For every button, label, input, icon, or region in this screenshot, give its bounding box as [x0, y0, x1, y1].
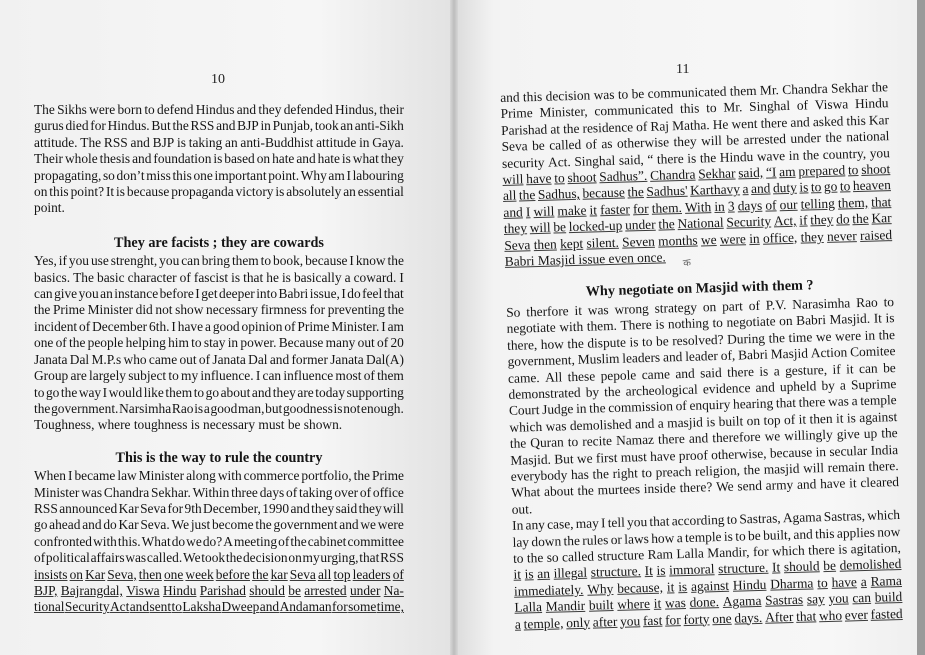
text-line-underlined: they will be locked-up under the National Security Act, if they do the Kar — [503, 210, 892, 237]
text-line: out. — [511, 501, 533, 517]
text-line: So therfore it was wrong strategy on part of P.V. Narasimha Rao to — [505, 293, 895, 320]
text-line: go ahead and do Kar Seva. We just become the government and we were — [34, 517, 404, 533]
text-line-underlined: immediately. Why because, it is against Hindu Dharma to have a Rama — [513, 572, 903, 599]
text-line: When I became law Minister along with commerce portfolio, the Prime — [34, 468, 404, 484]
paragraph — [34, 102, 404, 217]
text-line: one of the people helping him to stay in power. Because many out of 20 — [34, 335, 404, 351]
text-line: Parishad at the residence of Raj Matha. He went there and asked this Kar — [500, 111, 890, 138]
text-line-underlined: and I will make it faster for them. With in 3 days of our telling them, that — [503, 193, 892, 220]
text-line: on this point? It is because propaganda victory is absolutely an essential — [34, 184, 404, 200]
text-line: everybody has the right to preach religion, the masjid will remain there. — [510, 457, 899, 484]
page-edge — [917, 0, 925, 655]
text-line: incident of December 6th. I have a good opinion of Prime Minister. I am — [34, 318, 404, 334]
text-line: The Sikhs were born to defend Hindus and they defended Hindus, their — [34, 102, 404, 117]
text-line-underlined: Seva then kept silent. Seven months we were in office, they never raised — [504, 226, 893, 253]
text-line: Group are largely subject to my influence. I can influence most of them — [34, 368, 404, 384]
left-page-number: 10 — [211, 72, 225, 87]
paragraph — [34, 253, 404, 433]
section-heading: They are facists ; they are cowards — [114, 234, 324, 251]
text-line: propagating, so don’t miss this one important point. Why am I labouring — [34, 167, 404, 183]
text-line-underlined: all the Sadhus, because the Sadhus' Karthavy a and duty is to go to heaven — [502, 177, 892, 204]
text-line: which was demolished and a masjid is built on top of it then it is against — [509, 408, 898, 435]
text-line: basics. The basic character of fascist is that he is basically a coward. I — [34, 269, 404, 285]
text-line: the government. Narsimha Rao is a good man, but goodness is not enough. — [34, 400, 404, 416]
text-line: attitude. The RSS and BJP is taking an anti-Buddhist attitude in Gaya. — [34, 134, 404, 150]
section-heading: This is the way to rule the country — [115, 449, 323, 466]
book-gutter — [450, 0, 458, 655]
text-line: gurus died for Hindus. But the RSS and BJP in Punjab, took an anti-Sikh — [34, 118, 404, 134]
text-line: there, how the dispute is to be resolved? During the time we were in the — [506, 326, 896, 353]
text-line-underlined: insists on Kar Seva, then one week before the kar Seva all top leaders of — [34, 566, 404, 582]
text-line: of political affairs was called. We took the decision on my urging, that RSS — [34, 550, 404, 566]
text-line: to go the way I would like them to go about and they are today supporting — [34, 384, 404, 400]
text-line: lay down the rules or laws how a temple is to be built, and this applies now — [512, 523, 901, 550]
text-line: confronted with this. What do we do? A meeting of the cabinet committee — [34, 533, 404, 549]
paragraph — [506, 294, 900, 518]
text-line: and this decision was to be communicated them Mr. Chandra Sekhar the — [500, 79, 889, 105]
text-line: RSS announced Kar Seva for 9th December, 1990 and they said they will — [34, 500, 404, 516]
right-page-number: 11 — [676, 62, 690, 77]
text-line: Their whole thesis and foundation is based on hate and hate is what they — [34, 151, 404, 167]
text-line: can give you an instance before I get deeper into Babri issue, I do feel that — [34, 286, 404, 302]
section-heading: Why negotiate on Masjid with them ? — [585, 277, 814, 301]
text-line: security Act. Singhal said, “ there is the Hindu wave in the country, you — [501, 144, 890, 171]
text-line-underlined: it is an illegal structure. It is immoral structure. It should be demolished — [513, 556, 902, 583]
text-line-underlined: tional Security Act and sent to Laksha Dweep and Andaman for some time, — [34, 599, 404, 615]
right-page-text — [500, 79, 903, 633]
text-line: Masjid. But we first must have proof otherwise, because in secular India — [510, 441, 899, 468]
text-line: Toughness, where toughness is necessary must be shown. — [34, 417, 343, 433]
text-line-underlined: BJP, Bajrangdal, Viswa Hindu Parishad should be arrested under Na- — [34, 582, 404, 598]
text-line-underlined: Lalla Mandir built where it was done. Agama Sastras say you can build — [514, 589, 903, 615]
text-line-underlined: will have to shoot Sadhus”. Chandra Sekhar said, “I am prepared to shoot — [502, 161, 891, 187]
text-line: What about the murtees inside there? We send army and have it cleared — [511, 474, 900, 501]
paragraph — [512, 507, 903, 633]
paragraph — [34, 468, 404, 616]
text-line: In any case, may I tell you that according to Sastras, Agama Sastras, which — [511, 507, 901, 533]
text-line: Court Judge in the commission of enquiry hearing that there was a temple — [508, 392, 897, 419]
text-line: the Prime Minister did not show necessary firmness for preventing the — [34, 302, 404, 318]
text-line: to the so called structure Ram Lalla Mandir, for which there is agitation, — [512, 539, 902, 566]
text-line: Minister was Chandra Sekhar. Within three days of taking over of office — [34, 484, 404, 500]
text-line: the Quran to recite Namaz there and therefore we willingly give up the — [509, 425, 898, 451]
text-line: Seva be called of as otherwise they will be arrested under the national — [501, 128, 890, 155]
text-line: point. — [34, 200, 65, 216]
paragraph — [500, 79, 893, 270]
text-line-underlined: a temple, only after you fast for forty one days. After that who ever fasted — [514, 605, 903, 632]
text-line: negotiate with them. There is nothing to negotiate on Babri Masjid. It is — [506, 310, 895, 337]
text-line: Janata Dal M.P.s who came out of Janata Dal and former Janata Dal(A) — [34, 351, 404, 367]
left-page-text — [34, 102, 404, 616]
text-line-underlined: Babri Masjid issue even once. — [504, 249, 666, 269]
text-line: came. All these pepole came and said there is a gesture, if it can be — [507, 359, 896, 386]
text-line: Yes, if you use strenght, you can bring them to book, because I know the — [34, 253, 404, 269]
text-line: demonstrated by the archeological evidence and upheld by a Suprime — [508, 375, 897, 402]
text-line: Prime Minister, communicated this to Mr. Singhal of Viswa Hindu — [500, 95, 889, 122]
margin-mark: क — [682, 257, 692, 270]
text-line: government, Muslim leaders and leader of, Babri Masjid Action Comitee — [507, 343, 896, 369]
